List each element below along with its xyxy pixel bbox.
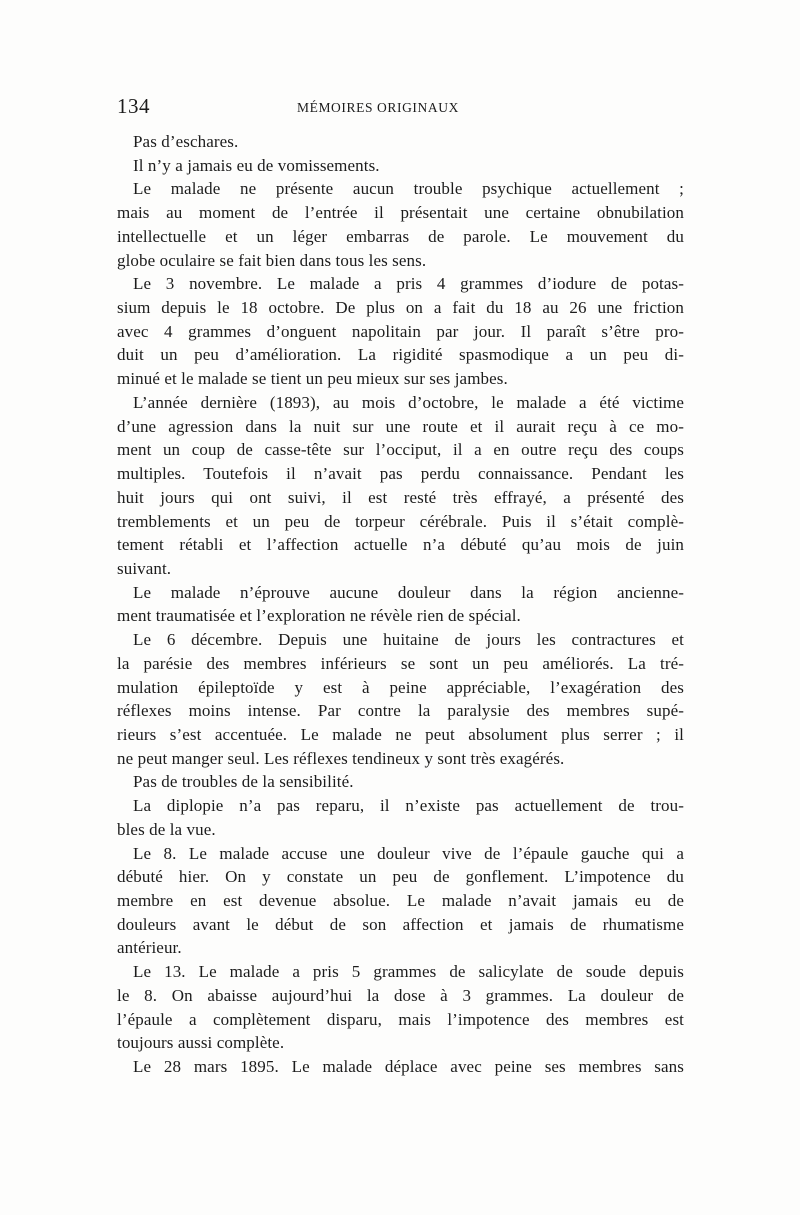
text-line: avec 4 grammes d’onguent napolitain par jour. Il paraît s’être pro-	[117, 321, 684, 341]
body-text	[117, 130, 684, 1079]
text-line: Il n’y a jamais eu de vomissements.	[133, 155, 380, 175]
text-line: multiples. Toutefois il n’avait pas perdu connaissance. Pendant les	[117, 464, 684, 484]
text-line: ne peut manger seul. Les réflexes tendineux y sont très exagérés.	[117, 748, 565, 768]
text-line: douleurs avant le début de son affection et jamais de rhumatisme	[117, 914, 684, 934]
text-line: intellectuelle et un léger embarras de parole. Le mouvement du	[117, 226, 684, 246]
page-header	[117, 94, 683, 122]
text-line: Le 3 novembre. Le malade a pris 4 grammes d’iodure de potas-	[133, 274, 684, 294]
text-line: tement rétabli et l’affection actuelle n’a débuté qu’au mois de juin	[117, 535, 684, 555]
text-line: Le 6 décembre. Depuis une huitaine de jours les contractures et	[133, 630, 684, 650]
text-line: L’année dernière (1893), au mois d’octobre, le malade a été victime	[133, 392, 684, 412]
text-line: Le 8. Le malade accuse une douleur vive de l’épaule gauche qui a	[133, 843, 684, 863]
text-line: mulation épileptoïde y est à peine appréciable, l’exagération des	[117, 677, 684, 697]
text-line: suivant.	[117, 558, 172, 578]
text-line: globe oculaire se fait bien dans tous les sens.	[117, 250, 427, 270]
running-title: MÉMOIRES ORIGINAUX	[297, 100, 459, 115]
text-line: Le malade ne présente aucun trouble psychique actuellement ;	[133, 179, 684, 199]
text-line: la parésie des membres inférieurs se sont un peu améliorés. La tré-	[117, 653, 684, 673]
text-line: sium depuis le 18 octobre. De plus on a fait du 18 au 26 une friction	[117, 298, 684, 318]
page-number: 134	[117, 94, 150, 118]
text-line: réflexes moins intense. Par contre la paralysie des membres supé-	[117, 701, 684, 721]
text-line: minué et le malade se tient un peu mieux sur ses jambes.	[117, 369, 508, 389]
text-line: mais au moment de l’entrée il présentait une certaine obnubilation	[117, 203, 684, 223]
text-line: ment traumatisée et l’exploration ne révèle rien de spécial.	[117, 606, 521, 626]
text-line: Pas d’eschares.	[133, 132, 239, 151]
text-line: duit un peu d’amélioration. La rigidité spasmodique a un peu di-	[117, 345, 684, 365]
text-line: antérieur.	[117, 938, 182, 958]
text-line: l’épaule a complètement disparu, mais l’impotence des membres est	[117, 1009, 684, 1029]
text-line: Le 13. Le malade a pris 5 grammes de salicylate de soude depuis	[133, 962, 684, 982]
text-line: La diplopie n’a pas reparu, il n’existe pas actuellement de trou-	[133, 796, 684, 816]
text-line: membre en est devenue absolue. Le malade n’avait jamais eu de	[117, 891, 684, 910]
text-line: rieurs s’est accentuée. Le malade ne peut absolument plus serrer ; il	[117, 724, 684, 744]
text-line: huit jours qui ont suivi, il est resté très effrayé, a présenté des	[117, 487, 684, 507]
text-line: Pas de troubles de la sensibilité.	[133, 772, 354, 792]
text-line: bles de la vue.	[117, 819, 216, 839]
text-line: débuté hier. On y constate un peu de gonflement. L’impotence du	[117, 867, 684, 887]
text-line: ment un coup de casse-tête sur l’occiput, il a en outre reçu des coups	[117, 440, 684, 460]
text-line: tremblements et un peu de torpeur cérébrale. Puis il s’était complè-	[117, 511, 684, 531]
text-line: le 8. On abaisse aujourd’hui la dose à 3 grammes. La douleur de	[117, 985, 684, 1005]
text-line: Le malade n’éprouve aucune douleur dans la région ancienne-	[133, 582, 684, 602]
text-line: d’une agression dans la nuit sur une route et il aurait reçu à ce mo-	[117, 416, 684, 436]
text-line: Le 28 mars 1895. Le malade déplace avec peine ses membres sans	[133, 1057, 684, 1077]
text-line: toujours aussi complète.	[117, 1033, 285, 1053]
